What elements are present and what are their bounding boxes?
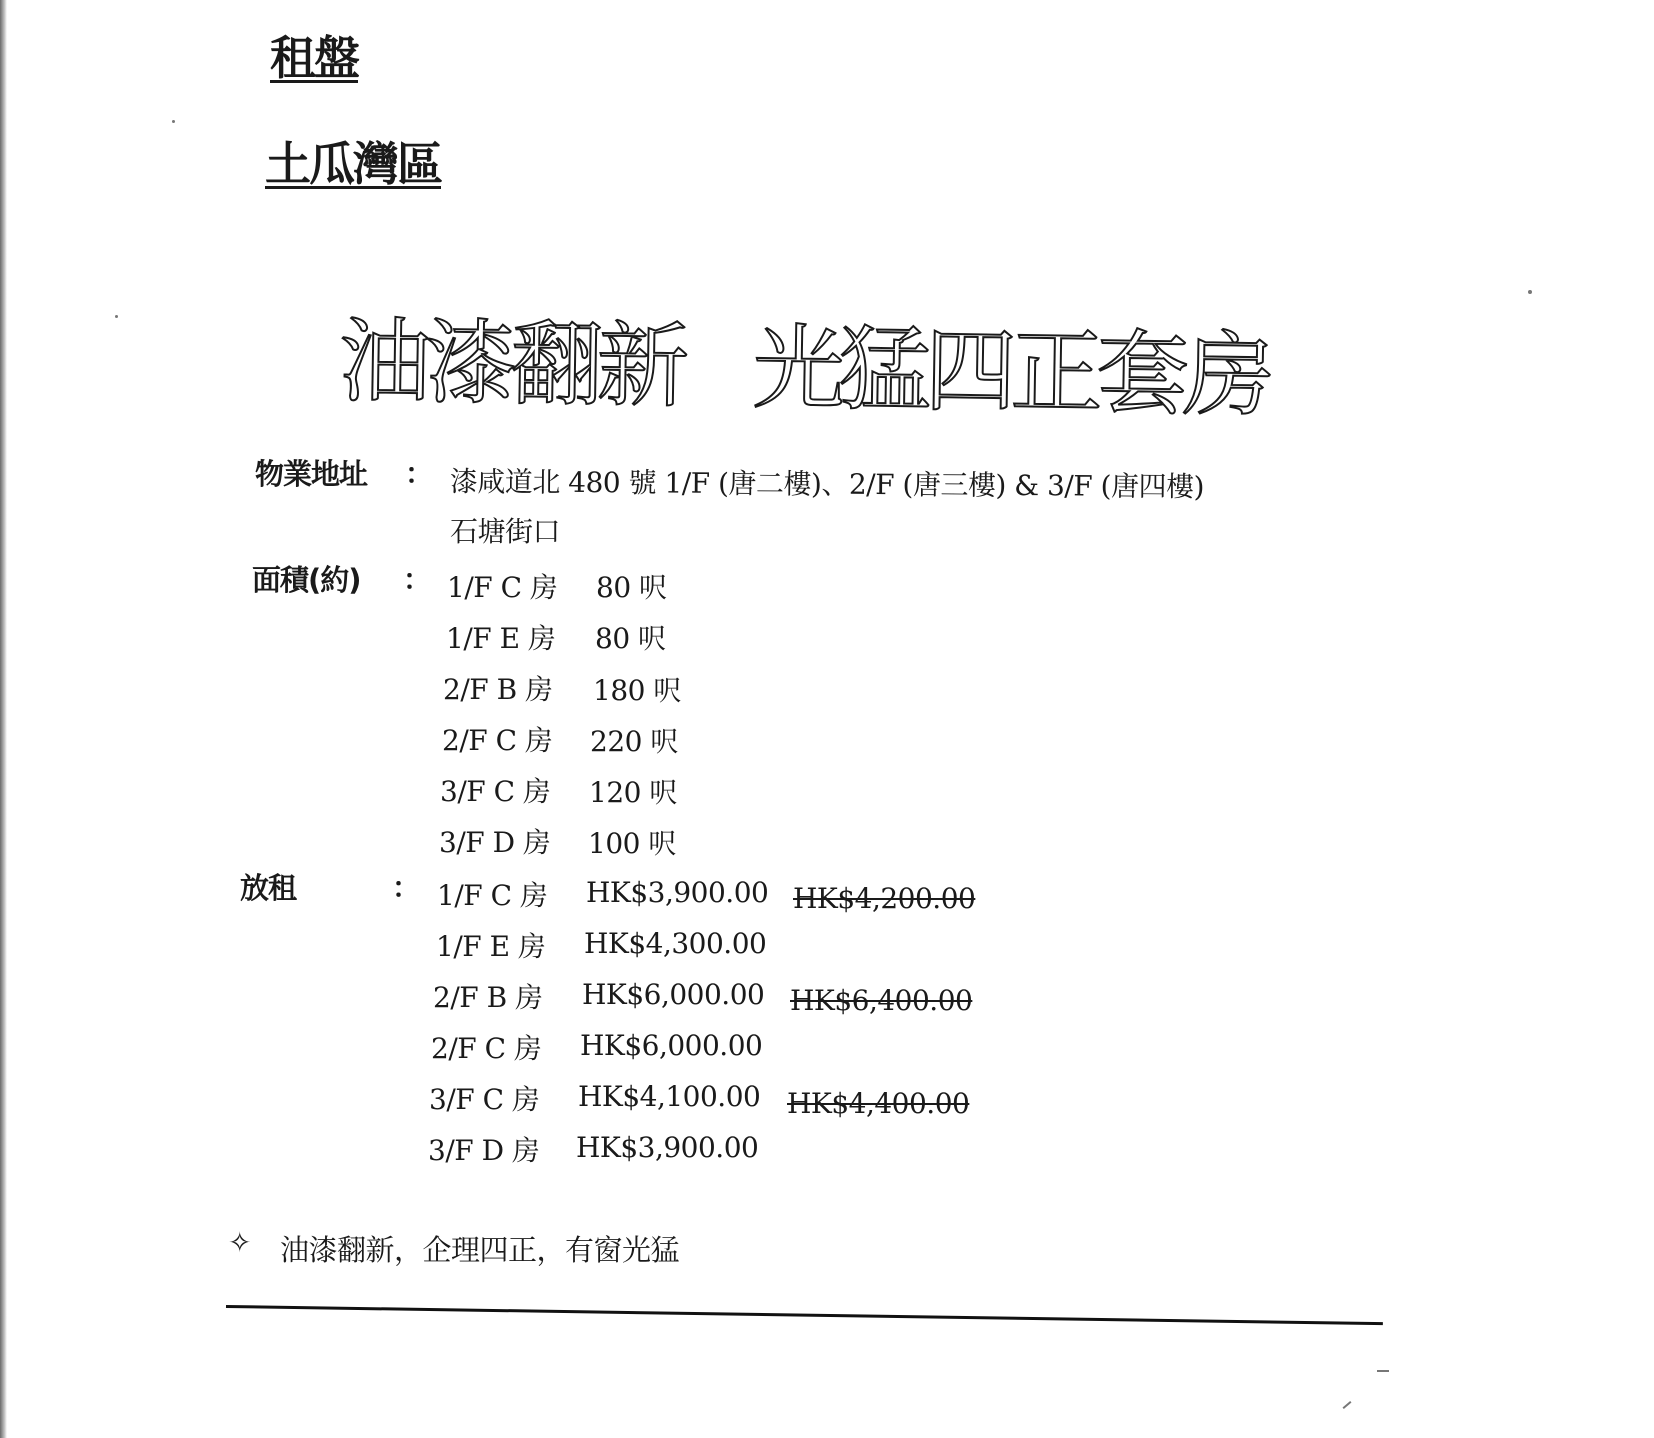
area-label: 面積(約) <box>252 563 361 597</box>
area-row-room: 3/F C 房 <box>440 775 551 808</box>
address-label: 物業地址 <box>255 457 368 491</box>
area-colon: ： <box>403 563 432 596</box>
scan-speck <box>1343 1401 1352 1409</box>
area-row-room: 2/F C 房 <box>442 724 553 757</box>
bottom-divider <box>226 1305 1383 1325</box>
scan-speck <box>115 315 118 318</box>
rent-row-old-price: HK$4,200.00 <box>793 882 976 915</box>
heading-district: 土瓜灣區 <box>265 137 441 191</box>
address-line1: 漆咸道北 480 號 1/F (唐二樓)、2/F (唐三樓) & 3/F (唐四樓) <box>449 464 1205 504</box>
area-row-room: 3/F D 房 <box>439 826 551 859</box>
scan-speck <box>172 120 175 123</box>
title-right: 光猛四正套房 <box>751 314 1270 430</box>
rent-row-room: 1/F C 房 <box>437 879 548 912</box>
area-row-room: 1/F E 房 <box>446 622 556 655</box>
rent-row-room: 2/F C 房 <box>431 1032 542 1065</box>
area-row-size: 80 呎 <box>595 622 666 655</box>
rent-row-room: 1/F E 房 <box>436 930 546 963</box>
area-row-room: 1/F C 房 <box>447 571 558 604</box>
area-row-size: 80 呎 <box>596 571 667 604</box>
title-left: 油漆翻新 <box>338 307 684 421</box>
address-line2: 石塘街口 <box>450 515 561 548</box>
scan-edge-shadow <box>0 0 7 1438</box>
rent-row-old-price: HK$6,400.00 <box>790 984 973 1017</box>
rent-label: 放租 <box>240 871 297 905</box>
heading-rent: 租盤 <box>270 31 358 85</box>
rent-row-room: 3/F D 房 <box>428 1134 540 1167</box>
rent-row-price: HK$6,000.00 <box>582 978 765 1011</box>
area-row-size: 120 呎 <box>589 776 677 809</box>
scan-speck <box>1528 290 1532 294</box>
rent-row-price: HK$4,300.00 <box>584 927 767 960</box>
area-row-size: 100 呎 <box>588 827 676 860</box>
area-row-room: 2/F B 房 <box>443 673 553 706</box>
address-colon: ： <box>405 457 434 490</box>
scan-speck <box>1377 1370 1389 1372</box>
diamond-star-icon: ✧ <box>228 1226 252 1259</box>
rent-row-price: HK$4,100.00 <box>578 1080 761 1113</box>
title-gap <box>682 398 752 399</box>
rent-colon: ： <box>392 871 421 904</box>
rent-row-old-price: HK$4,400.00 <box>787 1087 970 1120</box>
rent-row-price: HK$3,900.00 <box>586 876 769 909</box>
rent-row-price: HK$6,000.00 <box>580 1029 763 1062</box>
rent-row-room: 3/F C 房 <box>429 1083 540 1116</box>
feature-note: 油漆翻新，企理四正，有窗光猛 <box>280 1233 680 1267</box>
listing-title <box>338 288 1340 436</box>
area-row-size: 220 呎 <box>590 725 678 758</box>
rent-row-price: HK$3,900.00 <box>576 1131 759 1164</box>
area-row-size: 180 呎 <box>593 674 681 707</box>
rent-row-room: 2/F B 房 <box>433 981 543 1014</box>
